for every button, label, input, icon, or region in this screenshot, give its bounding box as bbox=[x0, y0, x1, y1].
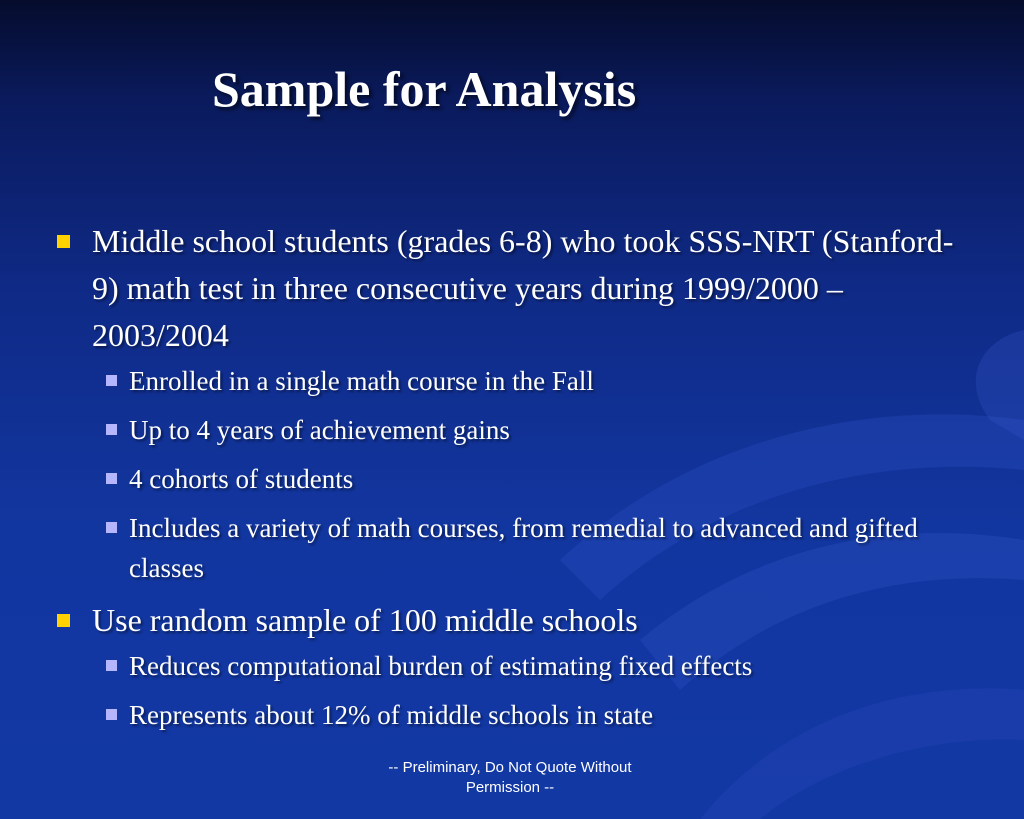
sub-bullet-text: Up to 4 years of achievement gains bbox=[129, 415, 510, 445]
square-bullet-icon bbox=[106, 375, 117, 386]
square-bullet-icon bbox=[57, 614, 70, 627]
sub-bullet-text: 4 cohorts of students bbox=[129, 464, 354, 494]
sub-bullet-item bbox=[106, 361, 972, 401]
footer-line: -- Preliminary, Do Not Quote Without bbox=[388, 759, 632, 776]
bullet-text: Use random sample of 100 middle schools bbox=[92, 602, 638, 638]
square-bullet-icon bbox=[106, 709, 117, 720]
bullet-item-students bbox=[52, 218, 972, 359]
slide-title: Sample for Analysis bbox=[212, 61, 637, 117]
sub-bullet-text: Reduces computational burden of estimating fixed effects bbox=[129, 651, 753, 681]
square-bullet-icon bbox=[57, 235, 70, 248]
sub-bullet-item bbox=[106, 646, 972, 686]
footer-line: Permission -- bbox=[465, 779, 555, 796]
bullet-text: Middle school students (grades 6-8) who took SSS-NRT (Stanford-9) math test in three consecutive years during 1999/2000 – 2003/2004 bbox=[92, 223, 954, 353]
sub-bullet-text: Represents about 12% of middle schools in state bbox=[129, 700, 654, 730]
sub-bullet-list bbox=[106, 361, 972, 588]
square-bullet-icon bbox=[106, 522, 117, 533]
sub-bullet-item bbox=[106, 410, 972, 450]
bullet-list bbox=[52, 218, 972, 744]
square-bullet-icon bbox=[106, 424, 117, 435]
sub-bullet-text: Enrolled in a single math course in the Fall bbox=[129, 366, 594, 396]
bullet-item-sample bbox=[52, 597, 972, 644]
square-bullet-icon bbox=[106, 473, 117, 484]
sub-bullet-item bbox=[106, 695, 972, 735]
square-bullet-icon bbox=[106, 660, 117, 671]
sub-bullet-text: Includes a variety of math courses, from remedial to advanced and gifted classes bbox=[129, 513, 918, 583]
sub-bullet-list bbox=[106, 646, 972, 735]
sub-bullet-item bbox=[106, 508, 972, 588]
slide-footer bbox=[360, 758, 660, 798]
sub-bullet-item bbox=[106, 459, 972, 499]
